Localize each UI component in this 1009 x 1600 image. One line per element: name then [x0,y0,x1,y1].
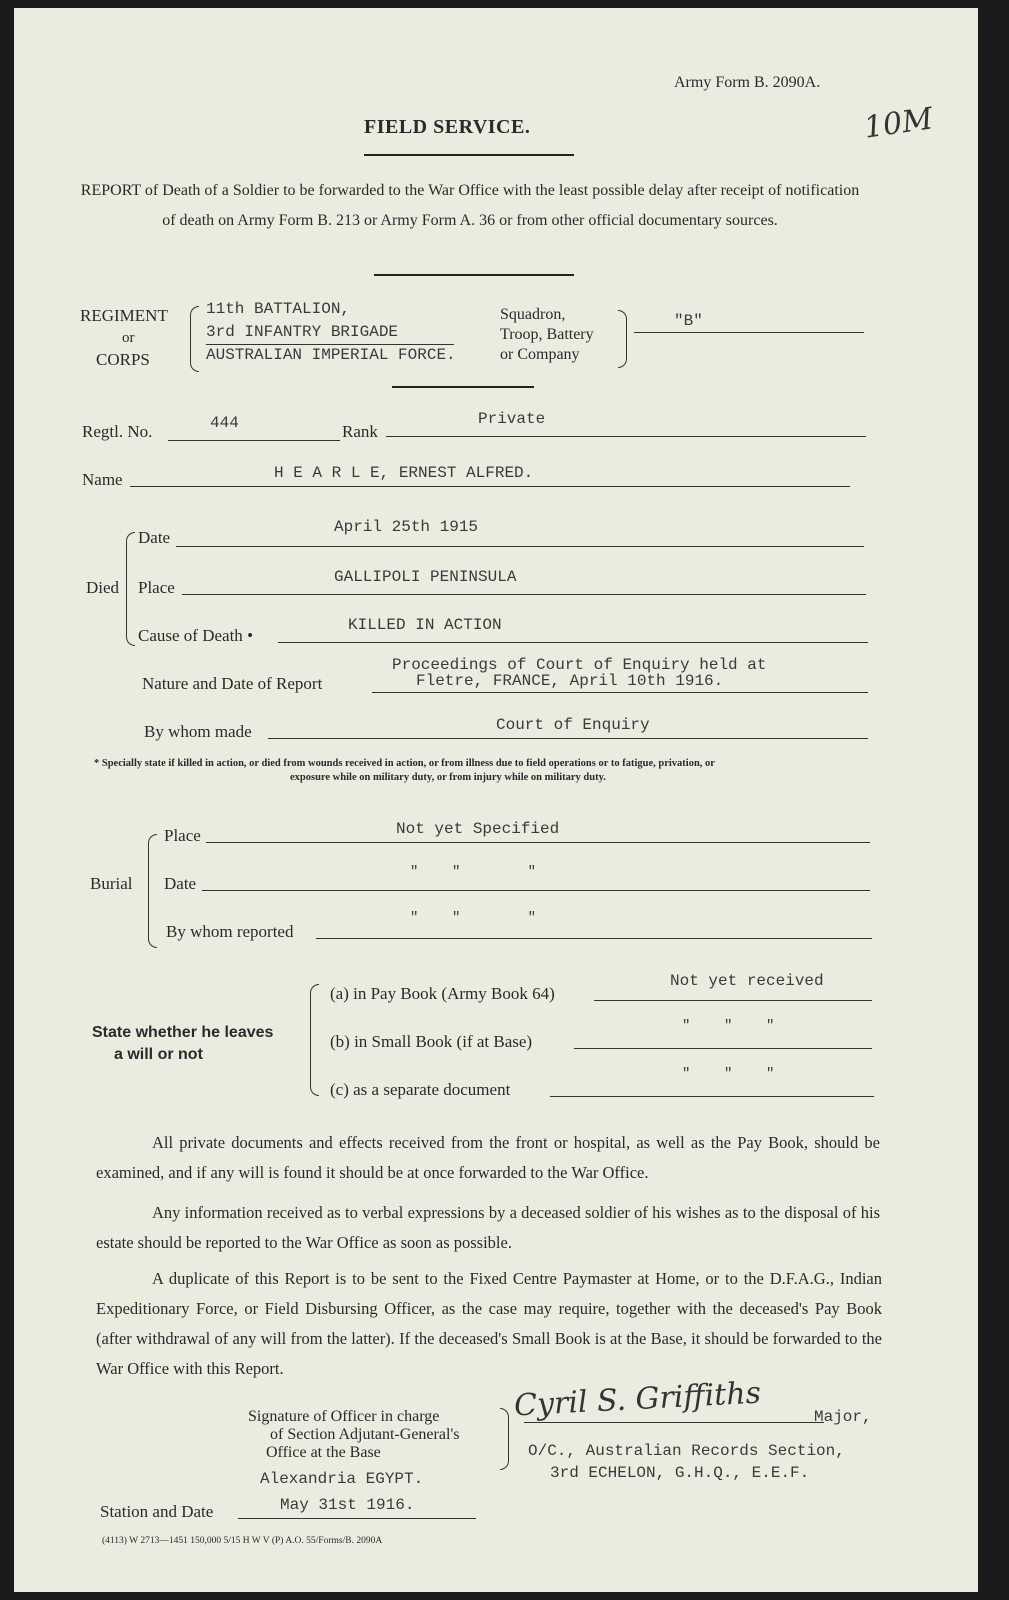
company-value: "B" [674,312,703,330]
printer-line: (4113) W 2713—1451 150,000 5/15 H W V (P) A.O. 55/Forms/B. 2090A [102,1536,383,1546]
regtl-no: 444 [210,414,239,432]
signature-line [524,1422,824,1423]
station: Alexandria EGYPT. [260,1470,424,1488]
rank-value: Private [478,410,546,428]
form-number: Army Form B. 2090A. [674,74,821,91]
burial-label: Burial [90,874,133,893]
cause-value: KILLED IN ACTION [348,616,502,634]
station-date-label: Station and Date [100,1502,214,1521]
died-place-label: Place [138,578,175,597]
died-label: Died [86,578,120,597]
station-date-line [238,1518,476,1519]
will-label-2: a will or not [114,1046,203,1063]
died-place: GALLIPOLI PENINSULA [334,568,517,586]
burial-reported-label: By whom reported [166,922,294,941]
name-label: Name [82,470,123,489]
form-page [14,8,978,1592]
pay-book-label: (a) in Pay Book (Army Book 64) [330,984,555,1003]
footnote-line-2: exposure while on military duty, or from injury while on military duty. [290,772,606,783]
regtl-no-line [168,440,340,441]
signature-label-1: Signature of Officer in charge [248,1408,440,1425]
small-book-label: (b) in Small Book (if at Base) [330,1032,533,1051]
signature-label-3: Office at the Base [266,1444,381,1461]
burial-place-line [206,842,870,843]
company-line [634,332,864,333]
small-book-line [574,1048,872,1049]
died-date-label: Date [138,528,171,547]
died-date-line [176,546,864,547]
pay-book-line [594,1000,872,1001]
footnote-line-1: * Specially state if killed in action, or died from wounds received in action, or from illness due to field operations or to fatigue, privation, or [94,758,715,769]
signature-label-2: of Section Adjutant-General's [270,1426,460,1443]
intro-text: REPORT of Death of a Soldier to be forwarded to the War Office with the least possible delay after receipt of notification of death on Army Form B. 213 or Army Form A. 36 or from other official documentary sources. [80,182,860,229]
regiment-label: REGIMENT [80,306,168,325]
report-label: Nature and Date of Report [142,674,323,693]
rank-line [386,436,866,437]
burial-date-line [202,890,870,891]
will-label-1: State whether he leaves [92,1024,274,1041]
regiment-underline [206,344,454,345]
regiment-brace [190,306,199,372]
regiment-rule [392,386,534,388]
company-brace [618,310,627,368]
regiment-line-1: 11th BATTALION, [206,300,351,318]
name-value: H E A R L E, ERNEST ALFRED. [274,464,534,482]
burial-place: Not yet Specified [396,820,560,838]
station-date: May 31st 1916. [280,1496,415,1514]
cause-label: Cause of Death • [138,626,254,645]
rank-label: Rank [342,422,378,441]
separate-doc-line [550,1096,874,1097]
corps-label: CORPS [96,350,150,369]
officer-signature: Cyril S. Griffiths [513,1375,762,1424]
burial-reported-line [316,938,872,939]
made-by-line [268,738,868,739]
squadron-label: Squadron, [500,306,566,323]
regiment-line-2: 3rd INFANTRY BRIGADE [206,323,399,341]
company-label: or Company [500,346,580,363]
died-brace [126,532,135,646]
pay-book-value: Not yet received [670,972,824,990]
regiment-or-label: or [122,330,135,346]
died-place-line [182,594,866,595]
instructions-p3: A duplicate of this Report is to be sent to the Fixed Centre Paymaster at Home, or to the D.F.A.G., Indian Expeditionary Force, or Field Disbursing Officer, as the case may require, together with the deceased's Pay Book (after withdrawal of any will from the latter). If the deceased's Small Book is at the Base, it should be forwarded to the War Office with this Report. [96,1269,882,1378]
regtl-no-label: Regtl. No. [82,422,153,441]
report-line-1: Proceedings of Court of Enquiry held at [392,656,767,674]
report-line-2: Fletre, FRANCE, April 10th 1916. [416,672,724,690]
made-by-label: By whom made [144,722,252,741]
signature-brace [500,1408,509,1470]
troop-label: Troop, Battery [500,326,594,343]
instructions-p2: Any information received as to verbal expressions by a deceased soldier of his wishes as to the disposal of his estate should be reported to the War Office as soon as possible. [96,1203,880,1252]
burial-brace [148,834,157,948]
burial-date: " " " [410,864,537,880]
cause-line [278,642,868,643]
died-date: April 25th 1915 [334,518,479,536]
report-line [372,692,868,693]
handwritten-reference: 10M [861,101,936,146]
form-title: FIELD SERVICE. [364,116,531,138]
signature-office-2: 3rd ECHELON, G.H.Q., E.E.F. [550,1464,810,1482]
will-brace [310,984,319,1096]
separate-doc-label: (c) as a separate document [330,1080,511,1099]
signature-rank: Major, [814,1408,872,1426]
burial-place-label: Place [164,826,201,845]
name-line [130,486,850,487]
burial-date-label: Date [164,874,197,893]
burial-reported: " " " [410,910,537,926]
separate-doc-value: " " " [682,1066,775,1082]
intro-rule [374,274,574,276]
title-rule [364,154,574,156]
small-book-value: " " " [682,1018,775,1034]
signature-office-1: O/C., Australian Records Section, [528,1442,845,1460]
made-by-value: Court of Enquiry [496,716,650,734]
instructions-p1: All private documents and effects received from the front or hospital, as well as the Pay Book, should be examined, and if any will is found it should be at once forwarded to the War Office. [96,1133,880,1182]
regiment-line-3: AUSTRALIAN IMPERIAL FORCE. [206,346,456,364]
